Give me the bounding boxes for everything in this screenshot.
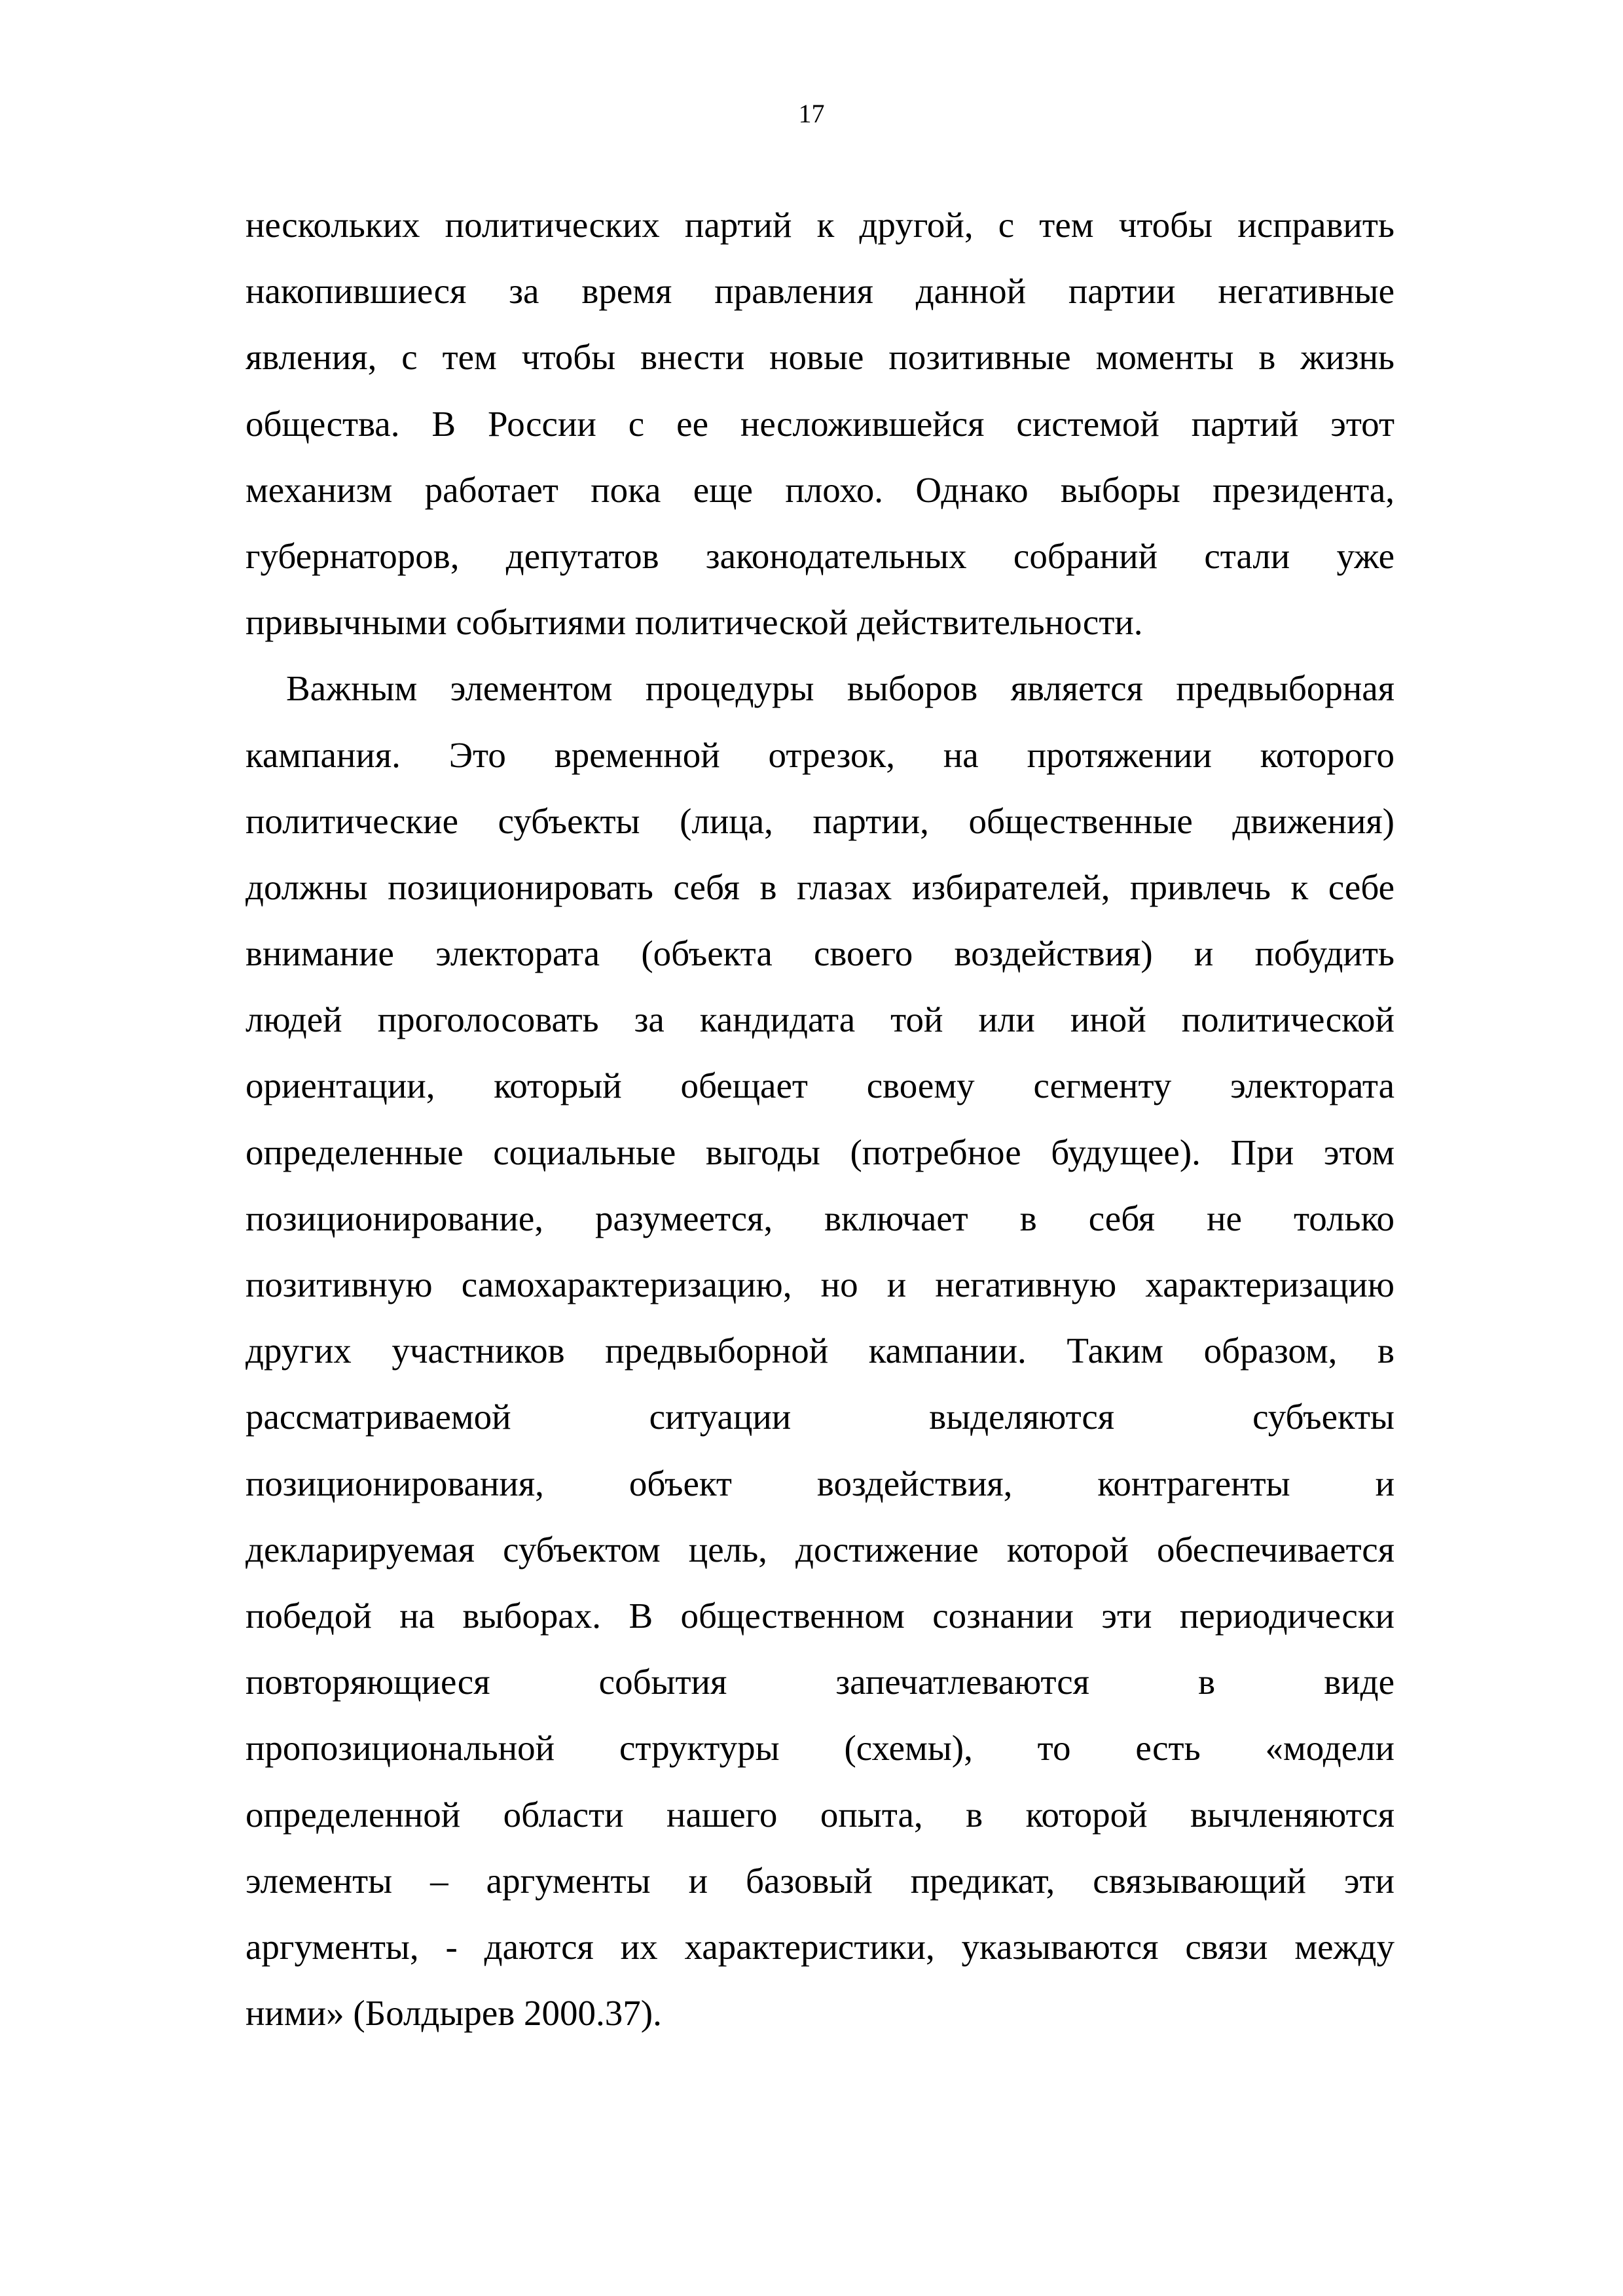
text-line: определенной области нашего опыта, в которой вычленяются bbox=[246, 1794, 1395, 1835]
text-line: элементы – аргументы и базовый предикат, связывающий эти bbox=[246, 1860, 1395, 1901]
text-line: позитивную самохарактеризацию, но и негативную характеризацию bbox=[246, 1265, 1395, 1304]
paragraph-2 bbox=[246, 655, 1395, 2046]
text-line: кампания. Это временной отрезок, на протяжении которого bbox=[246, 734, 1395, 775]
text-line: позиционирования, объект воздействия, контрагенты и bbox=[246, 1463, 1395, 1503]
paragraph-1 bbox=[246, 192, 1395, 655]
text-line: общества. В России с ее несложившейся системой партий этот bbox=[246, 403, 1395, 444]
text-line: губернаторов, депутатов законодательных собраний стали уже bbox=[246, 535, 1395, 576]
text-line: ориентации, который обещает своему сегменту электората bbox=[246, 1066, 1395, 1106]
text-line: декларируемая субъектом цель, достижение которой обеспечивается bbox=[246, 1529, 1395, 1570]
text-line: позиционирование, разумеется, включает в себя не только bbox=[246, 1198, 1395, 1238]
text-line: явления, с тем чтобы внести новые позитивные моменты в жизнь bbox=[246, 337, 1395, 378]
text-line: повторяющиеся события запечатлеваются в виде bbox=[246, 1662, 1395, 1702]
text-line: накопившиеся за время правления данной партии негативные bbox=[246, 271, 1395, 312]
text-line: рассматриваемой ситуации выделяются субъекты bbox=[246, 1397, 1395, 1437]
body-text bbox=[246, 192, 1395, 2046]
text-line: других участников предвыборной кампании. Таким образом, в bbox=[246, 1331, 1395, 1371]
text-line: политические субъекты (лица, партии, общественные движения) bbox=[246, 800, 1395, 841]
text-line: ними» (Болдырев 2000.37). bbox=[246, 1993, 662, 2034]
text-line: пропозициональной структуры (схемы), то есть «модели bbox=[246, 1728, 1395, 1768]
text-line: Важным элементом процедуры выборов является предвыборная bbox=[286, 668, 1395, 709]
text-line: внимание электората (объекта своего воздействия) и побудить bbox=[246, 933, 1395, 974]
text-line: привычными событиями политической действительности. bbox=[246, 602, 1143, 643]
page-number: 17 bbox=[798, 99, 825, 128]
text-line: нескольких политических партий к другой, с тем чтобы исправить bbox=[246, 205, 1395, 245]
text-line: людей проголосовать за кандидата той или иной политической bbox=[246, 999, 1395, 1040]
text-line: должны позиционировать себя в глазах избирателей, привлечь к себе bbox=[246, 867, 1395, 907]
text-line: определенные социальные выгоды (потребное будущее). При этом bbox=[246, 1132, 1395, 1172]
text-line: аргументы, - даются их характеристики, указываются связи между bbox=[246, 1926, 1395, 1967]
text-line: механизм работает пока еще плохо. Однако выборы президента, bbox=[246, 469, 1395, 510]
text-line: победой на выборах. В общественном сознании эти периодически bbox=[246, 1595, 1395, 1636]
